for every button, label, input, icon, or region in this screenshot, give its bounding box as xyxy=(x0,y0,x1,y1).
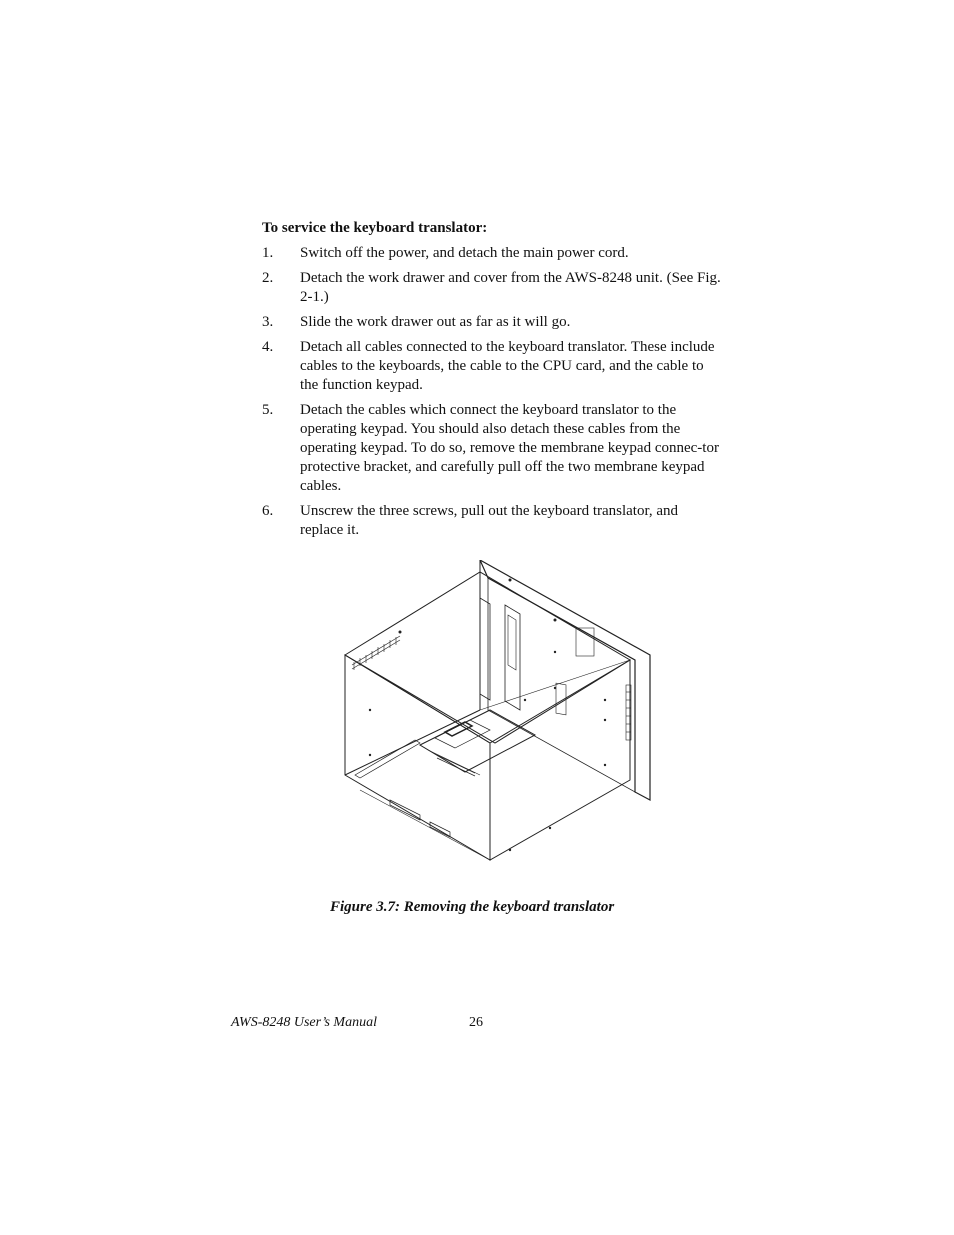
step-text: Detach the work drawer and cover from the AWS-8248 unit. (See Fig. 2-1.) xyxy=(300,270,721,305)
footer-manual-title: AWS-8248 User’s Manual xyxy=(231,1015,377,1030)
list-item xyxy=(262,502,722,540)
step-text: Slide the work drawer out as far as it will go. xyxy=(300,314,571,330)
list-item xyxy=(262,269,722,307)
page-number: 26 xyxy=(469,1015,483,1030)
step-text: Unscrew the three screws, pull out the keyboard translator, and replace it. xyxy=(300,503,679,538)
list-item xyxy=(262,338,722,395)
step-list xyxy=(262,244,722,546)
step-number: 6. xyxy=(262,503,274,519)
section-heading: To service the keyboard translator: xyxy=(262,220,488,236)
step-text: Detach all cables connected to the keyboard translator. These include cables to the keyboards, the cable to the CPU card, and the cable to the function keypad. xyxy=(300,339,715,393)
step-number: 4. xyxy=(262,339,274,355)
step-number: 1. xyxy=(262,245,274,261)
figure-caption: Figure 3.7: Removing the keyboard translator xyxy=(330,899,615,915)
step-text: Switch off the power, and detach the main power cord. xyxy=(300,245,629,261)
step-number: 5. xyxy=(262,402,274,418)
step-text: Detach the cables which connect the keyboard translator to the operating keypad. You should also detach these cables from the operating keypad. To do so, remove the membrane keypad connec-tor protective bracket, and carefully pull off the two membrane keypad cables. xyxy=(300,402,719,494)
step-number: 3. xyxy=(262,314,274,330)
list-item xyxy=(262,401,722,496)
step-number: 2. xyxy=(262,270,274,286)
list-item xyxy=(262,244,722,263)
keyboard-translator-figure xyxy=(340,560,652,870)
list-item xyxy=(262,313,722,332)
